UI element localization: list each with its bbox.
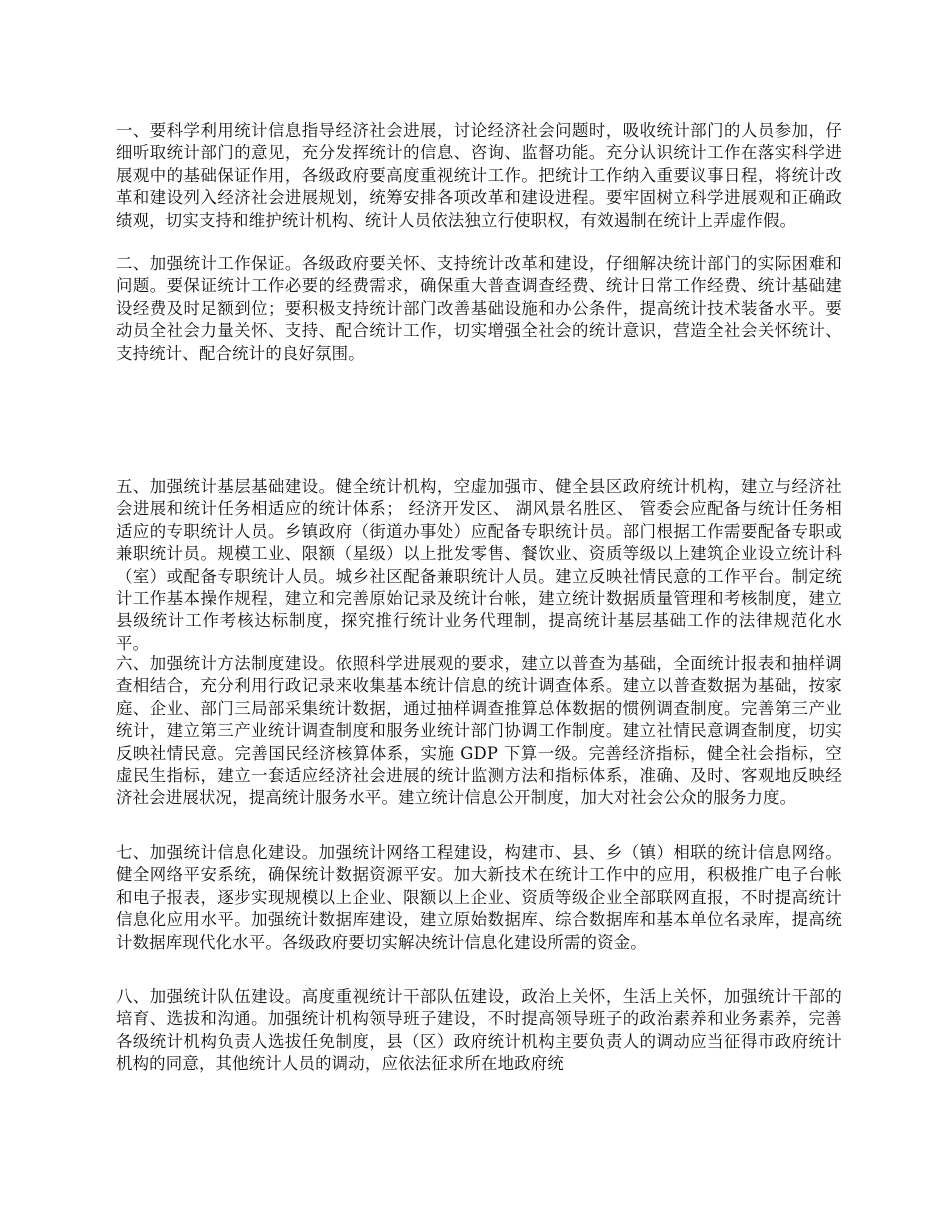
paragraph-6: 六、加强统计方法制度建设。依照科学进展观的要求，建立以普查为基础，全面统计报表和抽样调查相结合，充分利用行政记录来收集基本统计信息的统计调查体系。建立以普查数据为基础，按家庭、企业、部门三局部采集统计数据，通过抽样调查推算总体数据的惯例调查制度。完善第三产业统计，建立第三产业统计调查制度和服务业统计部门协调工作制度。建立社情民意调查制度，切实反映社情民意。完善国民经济核算体系，实施 GDP 下算一级。完善经济指标，健全社会指标，空虚民生指标，建立一套适应经济社会进展的统计监测方法和指标体系，准确、及时、客观地反映经济社会进展状况，提高统计服务水平。建立统计信息公开制度，加大对社会公众的服务力度。 xyxy=(116,654,842,808)
paragraph-7: 七、加强统计信息化建设。加强统计网络工程建设，构建市、县、乡（镇）相联的统计信息网络。健全网络平安系统，确保统计数据资源平安。加大新技术在统计工作中的应用，积极推广电子台帐和电子报表，逐步实现规模以上企业、限额以上企业、资质等级企业全部联网直报，不时提高统计信息化应用水平。加强统计数据库建设，建立原始数据库、综合数据库和基本单位名录库，提高统计数据库现代化水平。各级政府要切实解决统计信息化建设所需的资金。 xyxy=(116,843,842,952)
paragraph-1: 一、要科学利用统计信息指导经济社会进展，讨论经济社会问题时，吸收统计部门的人员参加，仔细听取统计部门的意见，充分发挥统计的信息、咨询、监督功能。充分认识统计工作在落实科学进展观中的基础保证作用，各级政府要高度重视统计工作。把统计工作纳入重要议事日程，将统计改革和建设列入经济社会进展规划，统筹安排各项改革和建设进程。要牢固树立科学进展观和正确政绩观，切实支持和维护统计机构、统计人员依法独立行使职权，有效遏制在统计上弄虚作假。 xyxy=(116,121,842,230)
paragraph-5: 五、加强统计基层基础建设。健全统计机构，空虚加强市、健全县区政府统计机构，建立与经济社会进展和统计任务相适应的统计体系； 经济开发区、 湖风景名胜区、 管委会应配备与统计任务相适应的专职统计人员。乡镇政府（街道办事处）应配备专职统计员。部门根据工作需要配备专职或兼职统计员。规模工业、限额（星级）以上批发零售、餐饮业、资质等级以上建筑企业设立统计科（室）或配备专职统计人员。城乡社区配备兼职统计人员。建立反映社情民意的工作平台。制定统计工作基本操作规程，建立和完善原始记录及统计台帐，建立统计数据质量管理和考核制度，建立县级统计工作考核达标制度，探究推行统计业务代理制，提高统计基层基础工作的法律规范化水平。 xyxy=(116,477,842,653)
paragraph-2: 二、加强统计工作保证。各级政府要关怀、支持统计改革和建设，仔细解决统计部门的实际困难和问题。要保证统计工作必要的经费需求，确保重大普查调查经费、统计日常工作经费、统计基础建设经费及时足额到位；要积极支持统计部门改善基础设施和办公条件，提高统计技术装备水平。要动员全社会力量关怀、支持、配合统计工作，切实增强全社会的统计意识，营造全社会关怀统计、支持统计、配合统计的良好氛围。 xyxy=(116,254,842,363)
paragraph-8: 八、加强统计队伍建设。高度重视统计干部队伍建设，政治上关怀，生活上关怀，加强统计干部的培育、选拔和沟通。加强统计机构领导班子建设，不时提高领导班子的政治素养和业务素养，完善各级统计机构负责人选拔任免制度，县（区）政府统计机构主要负责人的调动应当征得市政府统计机构的同意，其他统计人员的调动，应依法征求所在地政府统 xyxy=(116,987,842,1074)
